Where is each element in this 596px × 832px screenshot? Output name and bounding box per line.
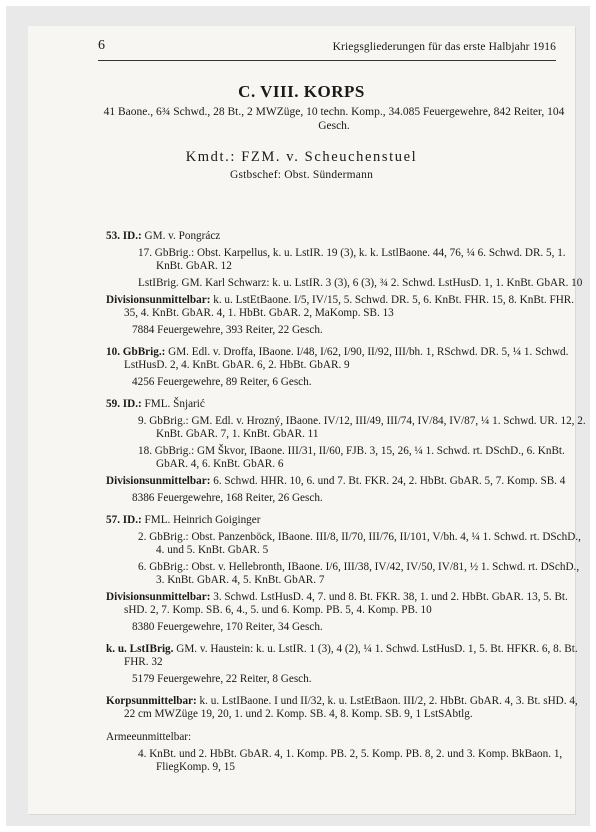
division-direct-53: Divisionsunmittelbar: k. u. LstEtBaone. I/5, IV/15, 5. Schwd. DR. 5, 6. KnBt. FHR. 15, 8. KnBt. FHR. 35, 4. KnBt. GbAR. 4, 1. HbBt. GbAR. 2, MaKomp. SB. 13 bbox=[106, 294, 575, 320]
total-10-gbbrig: 4256 Feuergewehre, 89 Reiter, 6 Gesch. bbox=[132, 376, 312, 388]
total-lstibrig: 5179 Feuergewehre, 22 Reiter, 8 Gesch. bbox=[132, 673, 312, 685]
total-53-id: 7884 Feuergewehre, 393 Reiter, 22 Gesch. bbox=[132, 324, 323, 336]
unit-2-gbbrig: 2. GbBrig.: Obst. Panzenböck, IBaone. III/8, II/70, III/76, II/101, V/bh. 4, ¼ 1. Schwd. rt. DSchD., 4. und 5. KnBt. GbAR. 5 bbox=[138, 531, 581, 557]
unit-6-gbbrig: 6. GbBrig.: Obst. v. Hellebronth, IBaone. I/6, III/38, IV/42, IV/50, IV/81, ½ 1. Schwd. rt. DSchD., 3. KnBt. GbAR. 4, 5. KnBt. GbAR. 7 bbox=[138, 561, 580, 587]
total-59-id: 8386 Feuergewehre, 168 Reiter, 26 Gesch. bbox=[132, 492, 323, 504]
total-57-id: 8380 Feuergewehre, 170 Reiter, 34 Gesch. bbox=[132, 621, 323, 633]
commander-line: Kmdt.: FZM. v. Scheuchenstuel bbox=[185, 149, 418, 165]
army-direct-label: Armeeunmittelbar: bbox=[106, 731, 192, 743]
chief-of-staff-line: Gstbschef: Obst. Sündermann bbox=[229, 169, 374, 181]
unit-57-id: 57. ID.: FML. Heinrich Goiginger bbox=[106, 514, 261, 526]
unit-10-gbbrig: 10. GbBrig.: GM. Edl. v. Droffa, IBaone. I/48, I/62, I/90, II/92, III/bh. 1, RSchwd. DR. 5, ¼ 1. Schwd. LstHusD. 2, 4. KnBt. GbAR. 6, 2. HbBt. GbAR. 9 bbox=[106, 346, 569, 372]
unit-9-gbbrig: 9. GbBrig.: GM. Edl. v. Hrozný, IBaone. IV/12, III/49, III/74, IV/84, IV/87, ¼ 1. Schwd. UR. 12, 2. KnBt. GbAR. 7, 1. KnBt. GbAR. 11 bbox=[138, 415, 586, 441]
unit-59-id: 59. ID.: FML. Šnjarić bbox=[106, 398, 205, 410]
corps-summary: 41 Baone., 6¾ Schwd., 28 Bt., 2 MWZüge, 10 techn. Komp., 34.085 Feuergewehre, 842 Reiter, 104 Gesch. bbox=[103, 106, 565, 132]
page-number: 6 bbox=[98, 38, 105, 53]
unit-17-gbbrig: 17. GbBrig.: Obst. Karpellus, k. u. LstIR. 19 (3), k. k. LstlBaone. 44, 76, ¼ 6. Schwd. DR. 5, 1. KnBt. GbAR. 12 bbox=[138, 247, 566, 273]
corps-direct: Korpsunmittelbar: k. u. LstIBaone. I und II/32, k. u. LstEtBaon. III/2, 2. HbBt. GbAR. 4, 3. Bt. sHD. 4, 22 cm MWZüge 19, 20, 1. und 2. Komp. SB. 4, 8. Komp. SB. 9, 1 LstSAbtlg. bbox=[106, 695, 578, 721]
unit-lstibrig-schwarz: LstIBrig. GM. Karl Schwarz: k. u. LstIR. 3 (3), 6 (3), ¾ 2. Schwd. LstHusD. 1, 1. KnBt. GbAR. 10 bbox=[138, 277, 583, 289]
division-direct-57: Divisionsunmittelbar: 3. Schwd. LstHusD. 4, 7. und 8. Bt. FKR. 38, 1. und 2. HbBt. GbAR. 13, 5. Bt. sHD. 2, 7. Komp. SB. 6, 4., 5. und 6. Komp. PB. 5, 4. Komp. PB. 10 bbox=[106, 591, 568, 617]
army-direct-units: 4. KnBt. und 2. HbBt. GbAR. 4, 1. Komp. PB. 2, 5. Komp. PB. 8, 2. und 3. Komp. BkBaon. 1, FliegKomp. 9, 15 bbox=[138, 748, 563, 774]
corps-title: C. VIII. KORPS bbox=[238, 82, 365, 101]
running-header bbox=[98, 38, 556, 61]
document-page bbox=[28, 26, 586, 814]
division-direct-59: Divisionsunmittelbar: 6. Schwd. HHR. 10, 6. und 7. Bt. FKR. 24, 2. HbBt. GbAR. 5, 7. Komp. SB. 4 bbox=[106, 475, 566, 487]
page-frame bbox=[6, 6, 590, 826]
unit-18-gbbrig: 18. GbBrig.: GM Škvor, IBaone. III/31, II/60, FJB. 3, 15, 26, ¼ 1. Schwd. rt. DSchD., 6. KnBt. GbAR. 4, 6. KnBt. GbAR. 6 bbox=[138, 445, 565, 471]
running-title: Kriegsgliederungen für das erste Halbjahr 1916 bbox=[332, 41, 556, 53]
unit-lstibrig-haustein: k. u. LstIBrig. GM. v. Haustein: k. u. LstIR. 1 (3), 4 (2), ¼ 1. Schwd. LstHusD. 1, 5. Bt. HFKR. 6, 8. Bt. FHR. 32 bbox=[106, 643, 578, 669]
unit-53-id: 53. ID.: GM. v. Pongrácz bbox=[106, 230, 221, 242]
